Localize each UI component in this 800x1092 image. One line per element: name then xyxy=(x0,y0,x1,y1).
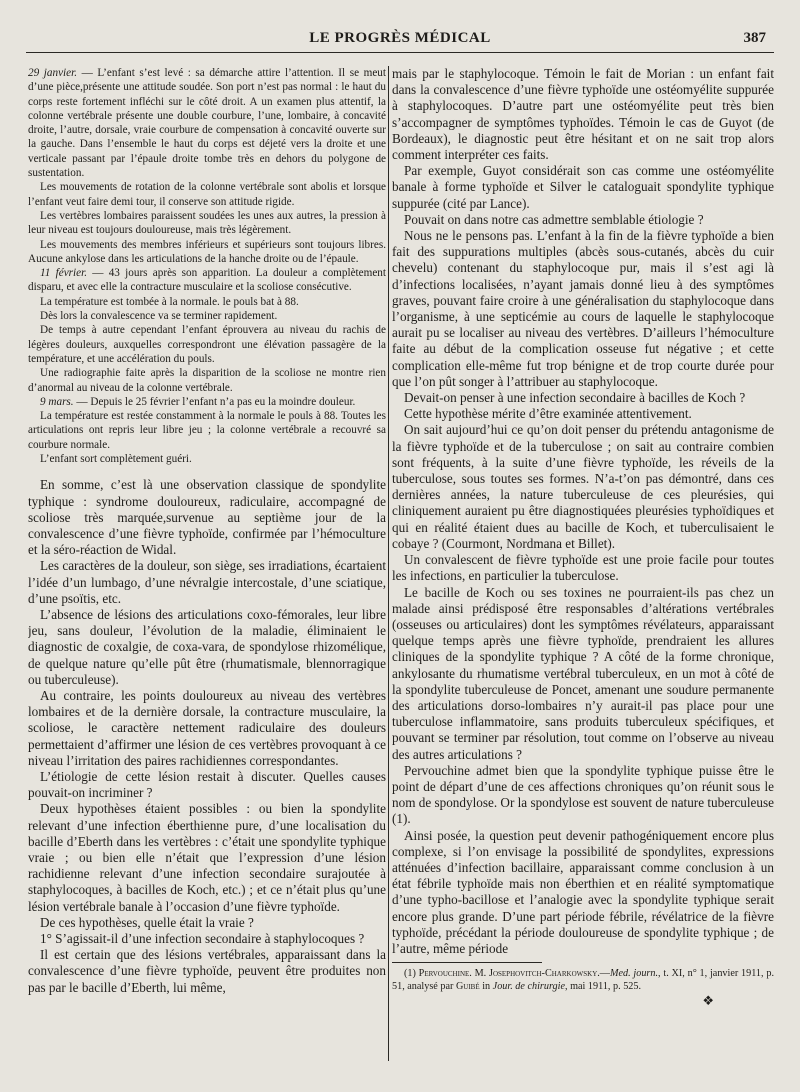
paragraph: Nous ne le pensons pas. L’enfant à la fin de la fièvre typhoïde a bien fait des suppurations multiples (abcès sous-cutanés, abcès du cuir chevelu) contenant du staphylocoque pur, mais il s’est agi là d’infections localisées, n’ayant jamais donné lieu à des symptômes graves, pouvant faire croire à une généralisation du staphylocoque dans l’organisme, à une septicémie au cours de laquelle le staphylocoque aurait pu se localiser au niveau des vertèbres. D’ailleurs l’hémoculture faite au début de la complication osseuse fut négative ; et cette complication elle-même fut trop bénigne et de trop courte durée pour que l’on pût songer à l’attribuer au staphylocoque. xyxy=(392,228,774,389)
footnote xyxy=(392,967,774,993)
discussion xyxy=(28,477,386,996)
footnote-text: , t. XI, n° 1, janvier 1911, p. 51, analysé par xyxy=(392,968,774,993)
discussion-continued xyxy=(392,66,774,957)
paragraph: La température est tombée à la normale. le pouls bat à 88. xyxy=(40,295,299,308)
paragraph xyxy=(28,66,386,180)
journal-title: LE PROGRÈS MÉDICAL xyxy=(309,30,491,46)
entry-text: — L’enfant s’est levé : sa démarche attire l’attention. Il se meut d’une pièce,présente une attitude soudée. Son port n’est pas normal : le haut du corps reste fortement infléchi sur le côté droit. A un examen plus attentif, la colonne vertébrale présente une double courbure, l’une, lombaire, à concavité droite, l’autre, dorsale, vraie courbure de compensation à concavité ouverte sur la gauche. Dans l’ensemble le haut du corps est déjeté vers la droite et une verticale passant par l’épaule droite tombe très en dehors du polygone de sustentation. xyxy=(28,67,386,180)
page-number: 387 xyxy=(743,30,766,46)
paragraph: Les mouvements des membres inférieurs et supérieurs sont toujours libres. Aucune ankylose dans les articulations de la hanche droite ou de l’épaule. xyxy=(28,238,386,265)
footnote-rule xyxy=(392,962,542,963)
entry-text: — Depuis le 25 février l’enfant n’a pas eu la moindre douleur. xyxy=(73,395,356,408)
paragraph: L’absence de lésions des articulations coxo-fémorales, leur libre jeu, sans douleur, l’évolution de la maladie, éliminaient le diagnostic de coxalgie, de coxa-vara, de spondylose rhizomélique, de quelque nature qu’elle pût être (rhumatismale, blennorragique ou tuberculeuse). xyxy=(28,606,386,687)
paragraph xyxy=(28,266,386,295)
paragraph: Par exemple, Guyot considérait son cas comme une ostéomyélite banale à forme typhoïde et Silver le cataloguait spondylite typhique suppurée (cité par Lance). xyxy=(392,163,774,211)
paragraph: 1° S’agissait-il d’une infection secondaire à staphylocoques ? xyxy=(40,931,365,946)
entry-date: 29 janvier. xyxy=(28,67,78,79)
page-header xyxy=(26,30,774,54)
paragraph: De temps à autre cependant l’enfant éprouvera au niveau du rachis de légères douleurs, auxquelles correspondront une élévation passagère de la température, et une accélération du pouls. xyxy=(28,324,386,365)
column-divider xyxy=(388,66,389,1061)
paragraph: On sait aujourd’hui ce qu’on doit penser du prétendu antagonisme de la fièvre typhoïde et de la tuberculose ; on sait au contraire combien sont fréquents, à la suite d’une fièvre typhoïde, les réveils de la tuberculose, sous toutes ses formes. N’a-t’on pas démontré, dans ces dernières années, la nature tuberculeuse de ces pleurésies, qui cliniquement auraient pu être diagnostiquées pleurésies typhoïdiques et qui en réalité étaient dues au bacille de Koch, et tuberculisaient le cobaye ? (Courmont, Nordmana et Billet). xyxy=(392,422,774,551)
header-rule xyxy=(26,52,774,53)
footnote-separator: — xyxy=(599,968,610,980)
footnote-author: Pervouchine. M. Josephovitch-Charkowsky. xyxy=(418,968,600,980)
footnote-journal: Jour. de chirurgie xyxy=(492,981,566,993)
paragraph: Devait-on penser à une infection secondaire à bacilles de Koch ? xyxy=(404,390,746,406)
paragraph: Les caractères de la douleur, son siège, ses irradiations, écartaient l’idée d’un lumbago, d’une névralgie intercostale, d’une sciatique, d’une psoïtis, etc. xyxy=(28,558,386,606)
paragraph: L’étiologie de cette lésion restait à discuter. Quelles causes pouvait-on incriminer ? xyxy=(28,768,386,801)
entry-date: 9 mars. xyxy=(40,395,74,408)
footnote-journal: Med. journ. xyxy=(609,968,659,980)
footnote-text: in xyxy=(479,981,493,993)
paragraph: De ces hypothèses, quelle était la vraie ? xyxy=(40,914,254,930)
case-notes xyxy=(28,66,386,466)
ornament-icon: ❖ xyxy=(702,993,714,1009)
footnote-reviewer: Guibé xyxy=(455,981,480,993)
left-column xyxy=(28,66,386,1066)
paragraph: L’enfant sort complètement guéri. xyxy=(40,453,192,466)
footnote-text: , mai 1911, p. 525. xyxy=(565,981,642,993)
paragraph: En somme, c’est là une observation classique de spondylite typhique : syndrome douloureux, radiculaire, accompagné de scoliose très marquée,survenue au septième jour de la convalescence d’une fièvre typhoïde, confirmée par l’hémoculture et la séro-réaction de Widal. xyxy=(28,477,386,558)
paragraph: Une radiographie faite après la disparition de la scoliose ne montre rien d’anormal au niveau de la colonne vertébrale. xyxy=(28,367,386,394)
paragraph: Ainsi posée, la question peut devenir pathogéniquement encore plus complexe, si l’on envisage la possibilité de spondylites, expressions atténuées d’infection bacillaire, apparaissant comme conclusion à un état fébrile typhoïde mais non éberthien et en réalité symptomatique d’une typho-bacillose et l’analogie avec la spondylite typhique serait encore plus grande. D’une part période fébrile, révélatrice de la fièvre typhoïde, précédant la période douloureuse de spondylite typhique ; de l’autre, même période xyxy=(392,827,774,956)
paragraph: Les mouvements de rotation de la colonne vertébrale sont abolis et lorsque l’enfant veut faire demi tour, il conserve son attitude rigide. xyxy=(28,181,386,208)
entry-text: — 43 jours après son apparition. La douleur a complètement disparu, et avec elle la contracture musculaire et la scoliose consécutive. xyxy=(28,267,386,294)
paragraph: Il est certain que des lésions vertébrales, apparaissant dans la convalescence d’une fièvre typhoïde, peuvent être produites non pas par le bacille d’Eberth, lui même, xyxy=(28,947,386,995)
paragraph: La température est restée constamment à la normale le pouls à 88. Toutes les articulations ont repris leur libre jeu ; la colonne vertébrale a recouvré sa courbure normale. xyxy=(28,410,386,451)
paragraph: Deux hypothèses étaient possibles : ou bien la spondylite relevant d’une infection éberthienne pure, d’une localisation du bacille d’Eberth dans les vertèbres : c’était une spondylite typhique vraie ; ou bien elle n’était que l’expression d’une lésion rachidienne relevant d’une infection secondaire surajoutée à staphylocoques, à bacilles de Koch, etc.) ; et ce n’était plus qu’une lésion vertébrale banale à l’occasion d’une fièvre typhoïde. xyxy=(28,801,386,914)
paragraph: Cette hypothèse mérite d’être examinée attentivement. xyxy=(404,406,692,422)
footnote-marker: (1) xyxy=(404,968,419,980)
paragraph: Les vertèbres lombaires paraissent soudées les unes aux autres, la pression à leur niveau est toujours douloureuse, mais très légèrement. xyxy=(28,209,386,237)
paragraph xyxy=(28,395,386,409)
paragraph: Pouvait on dans notre cas admettre semblable étiologie ? xyxy=(404,211,704,227)
paragraph: Dès lors la convalescence va se terminer rapidement. xyxy=(40,310,278,323)
paragraph: mais par le staphylocoque. Témoin le fait de Morian : un enfant fait dans la convalescence d’une fièvre typhoïde une ostéomyélite suppurée à staphylocoques. D’autre part une ostéomyélite peut très bien s’accompagner de symptômes typhoïdes. Témoin le cas de Guyot (de Bordeaux), le diagnostic peut être hésitant et on ne sait trop alors comment interpréter ces faits. xyxy=(392,66,774,163)
paragraph: Au contraire, les points douloureux au niveau des vertèbres lombaires et de la dernière dorsale, la contracture musculaire, la scoliose, le caractère nettement radiculaire des douleurs permettaient d’affirmer une lésion de ces vertèbres provoquant à ce niveau l’irritation des paires rachidiennes correspondantes. xyxy=(28,687,386,768)
section-gap xyxy=(28,466,386,477)
right-column xyxy=(392,66,774,1066)
entry-date: 11 février. xyxy=(40,267,87,280)
paragraph: Un convalescent de fièvre typhoïde est une proie facile pour toutes les infections, en particulier la tuberculose. xyxy=(392,552,774,584)
paragraph: Pervouchine admet bien que la spondylite typhique puisse être le point de départ d’une de ces affections chroniques qu’on réunit sous le nom de spondylose. Or la spondylose est souvent de nature tuberculeuse (1). xyxy=(392,762,774,827)
paragraph: Le bacille de Koch ou ses toxines ne pourraient-ils pas chez un malade ainsi prédisposé être responsables d’altérations vertébrales (osseuses ou articulaires) dont les symptômes révélateurs, apparaissant quelque temps après une fièvre typhoïde, prendraient les allures cliniques de la spondylite typhique ? A côté de la forme chronique, ankylosante du rhumatisme vertébral tuberculeux, en un mot à côté de la spondylite tuberculeuse de Poncet, amenant une soudure permanente des articulations dorso-lombaires n’y aurait-il pas place pour une tuberculose inflammatoire, sans produits tuberculeux spécifiques, et pouvant se terminer par résolution, tout comme on l’observe au niveau des autres articulations ? xyxy=(392,584,774,762)
